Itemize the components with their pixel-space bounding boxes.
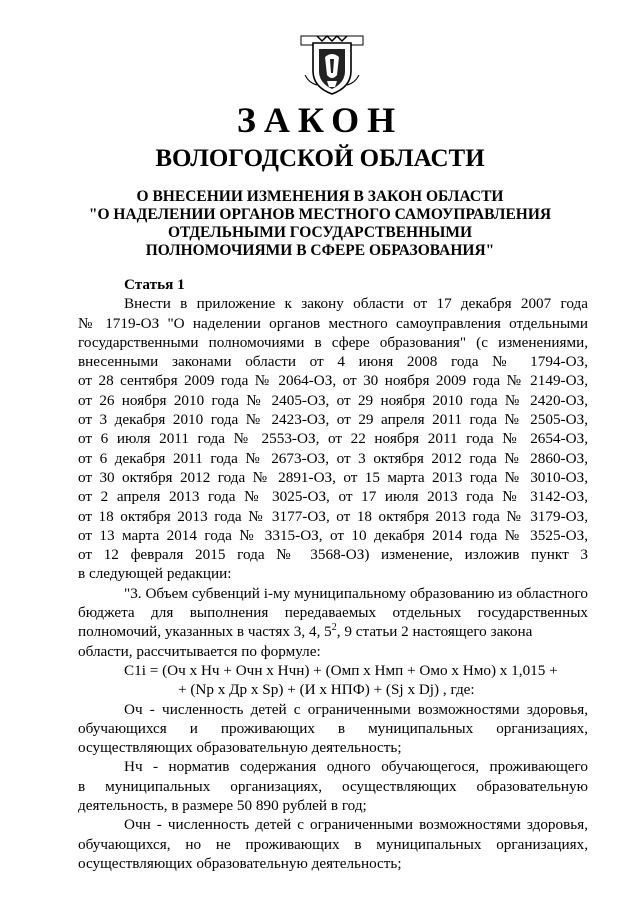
quote-line-text: полномочий, указанных в частях 3, 4, 5	[78, 623, 332, 641]
quote-line: области, рассчитывается по формуле:	[78, 642, 321, 660]
article-heading: Статья 1	[124, 276, 185, 293]
body-line: от 30 октября 2012 года № 2891-ОЗ, от 15 марта 2013 года № 3010-ОЗ,	[78, 468, 588, 486]
definition-line: Очн - численность детей с ограниченными возможностями здоровья,	[124, 816, 588, 834]
body-line: государственными полномочиями в сфере образования" (с изменениями,	[78, 333, 588, 351]
quote-line: бюджета для выполнения передаваемых отдельных государственных	[78, 604, 588, 622]
definition-line: Нч - норматив содержания одного обучающегося, проживающего	[124, 758, 588, 776]
law-subtitle	[0, 188, 640, 260]
body-line: от 3 декабря 2010 года № 2423-ОЗ, от 29 апреля 2011 года № 2505-ОЗ,	[78, 411, 588, 429]
body-line: от 2 апреля 2013 года № 3025-ОЗ, от 17 июля 2013 года № 3142-ОЗ,	[78, 488, 588, 506]
body-line: от 6 декабря 2011 года № 2673-ОЗ, от 3 октября 2012 года № 2860-ОЗ,	[78, 449, 588, 467]
region-title: ВОЛОГОДСКОЙ ОБЛАСТИ	[155, 145, 485, 172]
definition-line: осуществляющих образовательную деятельность;	[78, 739, 402, 757]
definition-line: осуществляющих образовательную деятельность;	[78, 854, 402, 872]
body-line: от 6 июля 2011 года № 2553-ОЗ, от 22 ноября 2011 года № 2654-ОЗ,	[78, 430, 588, 448]
definition-line: в муниципальных организациях, осуществляющих образовательную	[78, 777, 588, 795]
quote-line: "3. Объем субвенций i-му муниципальному образованию из областного	[124, 584, 588, 602]
body-line: от 12 февраля 2015 года № 3568-ОЗ) изменение, изложив пункт 3	[78, 546, 588, 564]
document-body	[78, 275, 588, 873]
quote-line-text: , 9 статьи 2 настоящего закона	[336, 623, 533, 641]
subtitle-line: О ВНЕСЕНИИ ИЗМЕНЕНИЯ В ЗАКОН ОБЛАСТИ	[136, 188, 504, 205]
quote-line-part	[78, 622, 532, 641]
coat-of-arms-icon	[297, 35, 367, 95]
subtitle-line: ОТДЕЛЬНЫМИ ГОСУДАРСТВЕННЫМИ	[167, 224, 473, 241]
body-line: № 1719-ОЗ "О наделении органов местного самоуправления отдельными	[78, 314, 588, 332]
definition-line: деятельность, в размере 50 890 рублей в год;	[78, 797, 367, 815]
formula-line: C1i = (Оч x Нч + Очн x Нчн) + (Омп x Нмп + Омо x Нмо) x 1,015 +	[124, 661, 558, 679]
body-line: от 13 марта 2014 года № 3315-ОЗ, от 10 декабря 2014 года № 3525-ОЗ,	[78, 526, 588, 544]
body-line: от 26 ноября 2010 года № 2405-ОЗ, от 29 ноября 2010 года № 2420-ОЗ,	[78, 391, 588, 409]
definition-line: обучающихся и проживающих в муниципальных организациях,	[78, 719, 588, 737]
definition-line: Оч - численность детей с ограниченными возможностями здоровья,	[124, 700, 588, 718]
body-line: в следующей редакции:	[78, 565, 232, 583]
subtitle-line: "О НАДЕЛЕНИИ ОРГАНОВ МЕСТНОГО САМОУПРАВЛЕНИЯ	[88, 206, 552, 223]
body-line: внесенными законами области от 4 июня 2008 года № 1794-ОЗ,	[78, 353, 588, 371]
body-line: Внести в приложение к закону области от 17 декабря 2007 года	[124, 295, 588, 313]
formula-line: + (Np x Др x Sp) + (И x НПФ) + (Sj x Dj) , где:	[178, 681, 475, 699]
document-title: ЗАКОН	[236, 100, 404, 140]
superscript: 2	[331, 622, 337, 634]
quote-line	[78, 622, 588, 641]
body-line: от 18 октября 2013 года № 3177-ОЗ, от 18 октября 2013 года № 3179-ОЗ,	[78, 507, 588, 525]
definition-line: обучающихся, но не проживающих в муниципальных организациях,	[78, 835, 588, 853]
body-line: от 28 сентября 2009 года № 2064-ОЗ, от 30 ноября 2009 года № 2149-ОЗ,	[78, 372, 588, 390]
subtitle-line: ПОЛНОМОЧИЯМИ В СФЕРЕ ОБРАЗОВАНИЯ"	[145, 242, 495, 259]
